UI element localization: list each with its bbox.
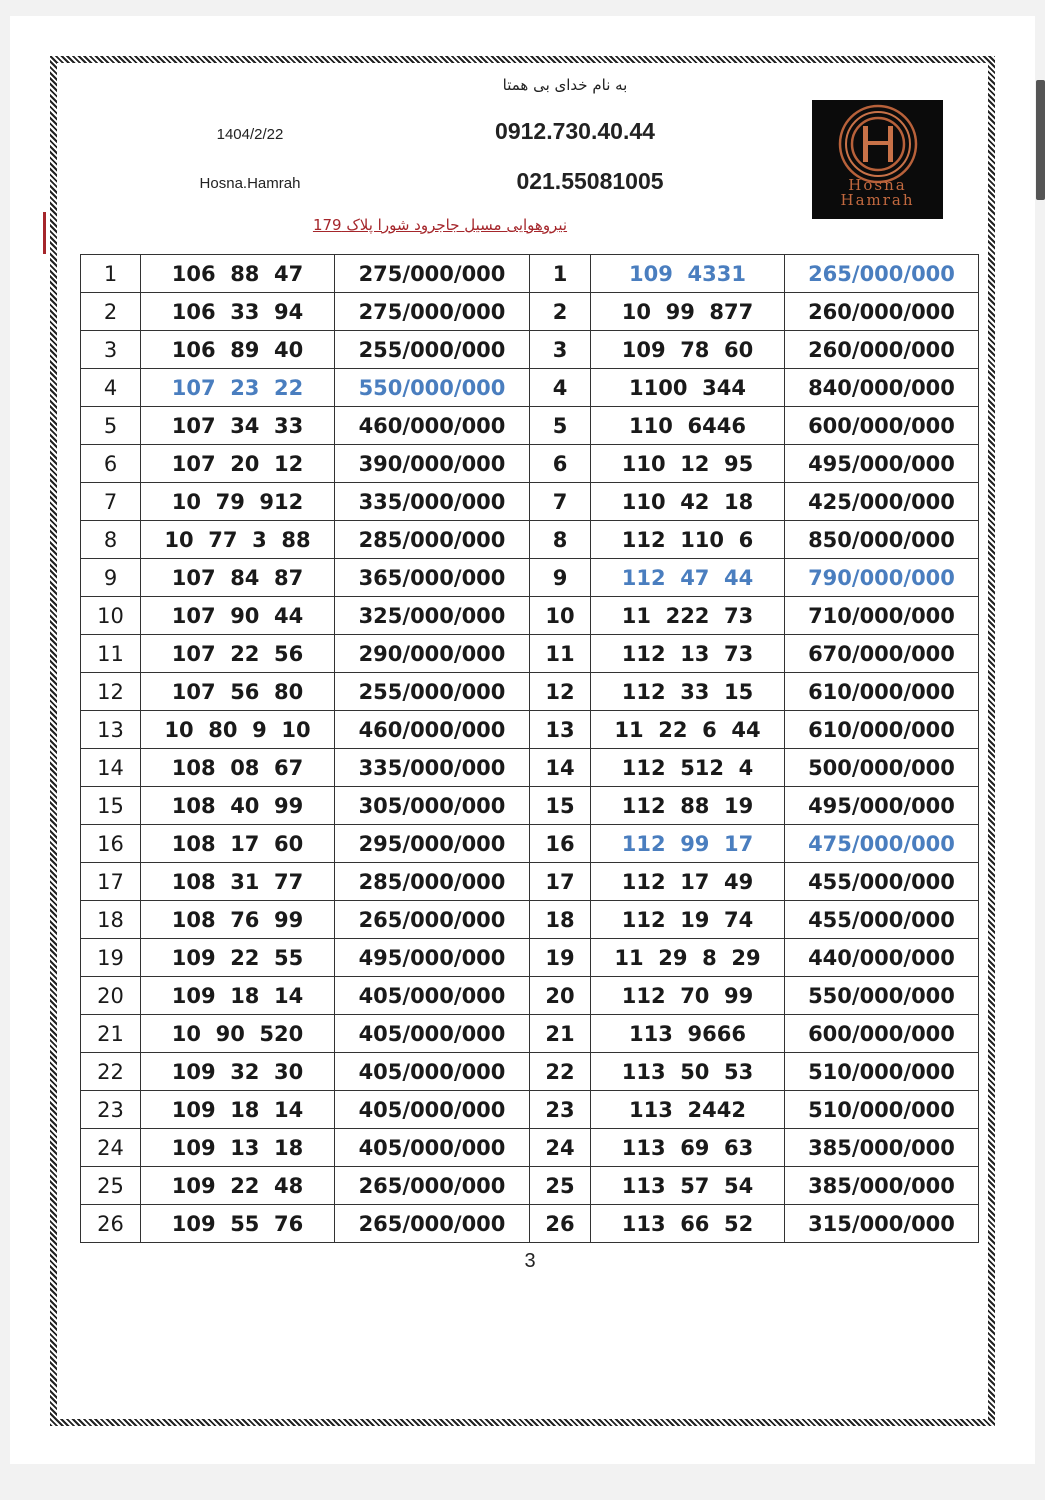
phone-number-right: 113 50 53 <box>591 1053 785 1091</box>
phone-number-left: 109 18 14 <box>141 1091 335 1129</box>
price-right: 600/000/000 <box>785 407 979 445</box>
row-index-right: 16 <box>530 825 591 863</box>
table-row <box>81 255 979 293</box>
price-right: 600/000/000 <box>785 1015 979 1053</box>
table-row <box>81 483 979 521</box>
price-right: 315/000/000 <box>785 1205 979 1243</box>
row-index-left: 11 <box>81 635 141 673</box>
phone-number-right: 112 13 73 <box>591 635 785 673</box>
row-index-left: 26 <box>81 1205 141 1243</box>
row-index-right: 20 <box>530 977 591 1015</box>
phone-number-right: 110 12 95 <box>591 445 785 483</box>
price-left: 295/000/000 <box>335 825 530 863</box>
price-left: 275/000/000 <box>335 293 530 331</box>
phone-number-left: 108 08 67 <box>141 749 335 787</box>
row-index-left: 18 <box>81 901 141 939</box>
price-left: 265/000/000 <box>335 1205 530 1243</box>
table-row <box>81 1129 979 1167</box>
row-index-left: 19 <box>81 939 141 977</box>
phone-number-right: 113 57 54 <box>591 1167 785 1205</box>
price-right: 385/000/000 <box>785 1167 979 1205</box>
phone-number-right: 112 88 19 <box>591 787 785 825</box>
row-index-right: 11 <box>530 635 591 673</box>
price-left: 255/000/000 <box>335 673 530 711</box>
phone-number-left: 107 22 56 <box>141 635 335 673</box>
phone-number-right: 110 6446 <box>591 407 785 445</box>
phone-number-left: 107 90 44 <box>141 597 335 635</box>
price-left: 405/000/000 <box>335 977 530 1015</box>
phone-number-left: 106 33 94 <box>141 293 335 331</box>
bismillah-heading: به نام خدای بی همتا <box>502 76 628 94</box>
price-left: 265/000/000 <box>335 1167 530 1205</box>
price-table-body <box>81 255 979 1243</box>
table-row <box>81 863 979 901</box>
price-left: 460/000/000 <box>335 407 530 445</box>
price-right: 495/000/000 <box>785 445 979 483</box>
price-left: 275/000/000 <box>335 255 530 293</box>
phone-number-right: 112 512 4 <box>591 749 785 787</box>
price-right: 610/000/000 <box>785 673 979 711</box>
margin-mark <box>43 212 46 254</box>
price-left: 550/000/000 <box>335 369 530 407</box>
row-index-right: 1 <box>530 255 591 293</box>
phone-number-left: 108 76 99 <box>141 901 335 939</box>
row-index-right: 10 <box>530 597 591 635</box>
price-right: 850/000/000 <box>785 521 979 559</box>
table-row <box>81 369 979 407</box>
row-index-right: 24 <box>530 1129 591 1167</box>
price-right: 710/000/000 <box>785 597 979 635</box>
phone-number-left: 109 13 18 <box>141 1129 335 1167</box>
price-left: 265/000/000 <box>335 901 530 939</box>
phone-number-right: 11 22 6 44 <box>591 711 785 749</box>
table-row <box>81 445 979 483</box>
row-index-left: 2 <box>81 293 141 331</box>
phone-number-right: 112 110 6 <box>591 521 785 559</box>
mobile-number: 0912.730.40.44 <box>495 118 655 144</box>
price-right: 610/000/000 <box>785 711 979 749</box>
price-right: 510/000/000 <box>785 1053 979 1091</box>
phone-number-left: 108 40 99 <box>141 787 335 825</box>
phone-number-right: 113 2442 <box>591 1091 785 1129</box>
row-index-left: 8 <box>81 521 141 559</box>
row-index-right: 8 <box>530 521 591 559</box>
phone-number-right: 109 78 60 <box>591 331 785 369</box>
row-index-left: 12 <box>81 673 141 711</box>
phone-number-left: 108 17 60 <box>141 825 335 863</box>
phone-number-left: 10 90 520 <box>141 1015 335 1053</box>
row-index-right: 19 <box>530 939 591 977</box>
price-left: 495/000/000 <box>335 939 530 977</box>
price-right: 455/000/000 <box>785 901 979 939</box>
phone-number-left: 10 80 9 10 <box>141 711 335 749</box>
price-right: 385/000/000 <box>785 1129 979 1167</box>
price-left: 405/000/000 <box>335 1053 530 1091</box>
table-row <box>81 597 979 635</box>
price-right: 455/000/000 <box>785 863 979 901</box>
row-index-left: 6 <box>81 445 141 483</box>
phone-number-left: 108 31 77 <box>141 863 335 901</box>
row-index-right: 3 <box>530 331 591 369</box>
row-index-left: 10 <box>81 597 141 635</box>
phone-number-left: 109 22 55 <box>141 939 335 977</box>
table-row <box>81 559 979 597</box>
row-index-right: 23 <box>530 1091 591 1129</box>
price-left: 390/000/000 <box>335 445 530 483</box>
table-row <box>81 901 979 939</box>
phone-number-right: 112 99 17 <box>591 825 785 863</box>
row-index-right: 22 <box>530 1053 591 1091</box>
price-right: 475/000/000 <box>785 825 979 863</box>
price-right: 510/000/000 <box>785 1091 979 1129</box>
phone-number-left: 109 32 30 <box>141 1053 335 1091</box>
phone-number-right: 10 99 877 <box>591 293 785 331</box>
table-row <box>81 825 979 863</box>
price-left: 405/000/000 <box>335 1015 530 1053</box>
address: نیروهوایی مسیل جاجرود شورا پلاک 179 <box>312 216 568 234</box>
price-left: 255/000/000 <box>335 331 530 369</box>
row-index-left: 5 <box>81 407 141 445</box>
table-row <box>81 1053 979 1091</box>
row-index-right: 21 <box>530 1015 591 1053</box>
row-index-left: 25 <box>81 1167 141 1205</box>
phone-number-left: 109 18 14 <box>141 977 335 1015</box>
table-row <box>81 749 979 787</box>
phone-number-left: 107 34 33 <box>141 407 335 445</box>
phone-number-left: 109 22 48 <box>141 1167 335 1205</box>
brand-logo <box>812 100 943 219</box>
row-index-left: 3 <box>81 331 141 369</box>
row-index-right: 12 <box>530 673 591 711</box>
phone-number-right: 112 47 44 <box>591 559 785 597</box>
row-index-right: 26 <box>530 1205 591 1243</box>
scrollbar[interactable] <box>1036 80 1045 200</box>
phone-number-left: 10 79 912 <box>141 483 335 521</box>
phone-number-right: 11 222 73 <box>591 597 785 635</box>
phone-number-right: 112 19 74 <box>591 901 785 939</box>
table-row <box>81 977 979 1015</box>
logo-text-line1: Hosna <box>848 176 907 194</box>
row-index-left: 24 <box>81 1129 141 1167</box>
phone-number-right: 113 9666 <box>591 1015 785 1053</box>
phone-number-left: 107 84 87 <box>141 559 335 597</box>
table-row <box>81 673 979 711</box>
table-row <box>81 635 979 673</box>
phone-number-right: 112 70 99 <box>591 977 785 1015</box>
row-index-left: 16 <box>81 825 141 863</box>
table-row <box>81 1015 979 1053</box>
price-left: 305/000/000 <box>335 787 530 825</box>
row-index-right: 15 <box>530 787 591 825</box>
row-index-left: 13 <box>81 711 141 749</box>
row-index-left: 14 <box>81 749 141 787</box>
row-index-left: 1 <box>81 255 141 293</box>
price-right: 500/000/000 <box>785 749 979 787</box>
phone-number-left: 106 89 40 <box>141 331 335 369</box>
table-row <box>81 939 979 977</box>
row-index-right: 4 <box>530 369 591 407</box>
phone-number-right: 109 4331 <box>591 255 785 293</box>
price-right: 840/000/000 <box>785 369 979 407</box>
row-index-left: 21 <box>81 1015 141 1053</box>
price-table <box>80 254 979 1243</box>
table-row <box>81 787 979 825</box>
price-right: 670/000/000 <box>785 635 979 673</box>
row-index-right: 2 <box>530 293 591 331</box>
price-left: 405/000/000 <box>335 1129 530 1167</box>
price-right: 265/000/000 <box>785 255 979 293</box>
phone-number-right: 113 69 63 <box>591 1129 785 1167</box>
phone-number-right: 113 66 52 <box>591 1205 785 1243</box>
price-left: 285/000/000 <box>335 521 530 559</box>
price-left: 460/000/000 <box>335 711 530 749</box>
table-row <box>81 1091 979 1129</box>
price-right: 425/000/000 <box>785 483 979 521</box>
price-left: 335/000/000 <box>335 749 530 787</box>
phone-number-right: 1100 344 <box>591 369 785 407</box>
price-left: 405/000/000 <box>335 1091 530 1129</box>
price-right: 440/000/000 <box>785 939 979 977</box>
price-right: 260/000/000 <box>785 293 979 331</box>
price-left: 285/000/000 <box>335 863 530 901</box>
table-row <box>81 331 979 369</box>
price-left: 325/000/000 <box>335 597 530 635</box>
price-right: 260/000/000 <box>785 331 979 369</box>
row-index-left: 17 <box>81 863 141 901</box>
row-index-right: 13 <box>530 711 591 749</box>
phone-number-left: 106 88 47 <box>141 255 335 293</box>
table-row <box>81 1167 979 1205</box>
landline-number: 021.55081005 <box>516 168 664 194</box>
phone-number-left: 10 77 3 88 <box>141 521 335 559</box>
row-index-right: 18 <box>530 901 591 939</box>
row-index-left: 9 <box>81 559 141 597</box>
page-number: 3 <box>524 1250 536 1272</box>
price-left: 335/000/000 <box>335 483 530 521</box>
row-index-left: 4 <box>81 369 141 407</box>
row-index-right: 5 <box>530 407 591 445</box>
phone-number-right: 112 33 15 <box>591 673 785 711</box>
price-left: 365/000/000 <box>335 559 530 597</box>
row-index-right: 14 <box>530 749 591 787</box>
table-row <box>81 1205 979 1243</box>
phone-number-right: 112 17 49 <box>591 863 785 901</box>
row-index-right: 25 <box>530 1167 591 1205</box>
row-index-left: 20 <box>81 977 141 1015</box>
table-row <box>81 293 979 331</box>
row-index-left: 23 <box>81 1091 141 1129</box>
row-index-left: 7 <box>81 483 141 521</box>
table-row <box>81 521 979 559</box>
phone-number-left: 107 56 80 <box>141 673 335 711</box>
price-right: 790/000/000 <box>785 559 979 597</box>
logo-text-line2: Hamrah <box>840 191 915 209</box>
phone-number-left: 107 20 12 <box>141 445 335 483</box>
row-index-right: 9 <box>530 559 591 597</box>
brand-name: Hosna.Hamrah <box>199 175 301 192</box>
price-left: 290/000/000 <box>335 635 530 673</box>
row-index-right: 6 <box>530 445 591 483</box>
price-right: 495/000/000 <box>785 787 979 825</box>
row-index-left: 15 <box>81 787 141 825</box>
price-right: 550/000/000 <box>785 977 979 1015</box>
row-index-right: 17 <box>530 863 591 901</box>
phone-number-left: 107 23 22 <box>141 369 335 407</box>
phone-number-right: 11 29 8 29 <box>591 939 785 977</box>
row-index-right: 7 <box>530 483 591 521</box>
table-row <box>81 407 979 445</box>
phone-number-right: 110 42 18 <box>591 483 785 521</box>
date: 1404/2/22 <box>216 126 284 143</box>
table-row <box>81 711 979 749</box>
row-index-left: 22 <box>81 1053 141 1091</box>
phone-number-left: 109 55 76 <box>141 1205 335 1243</box>
